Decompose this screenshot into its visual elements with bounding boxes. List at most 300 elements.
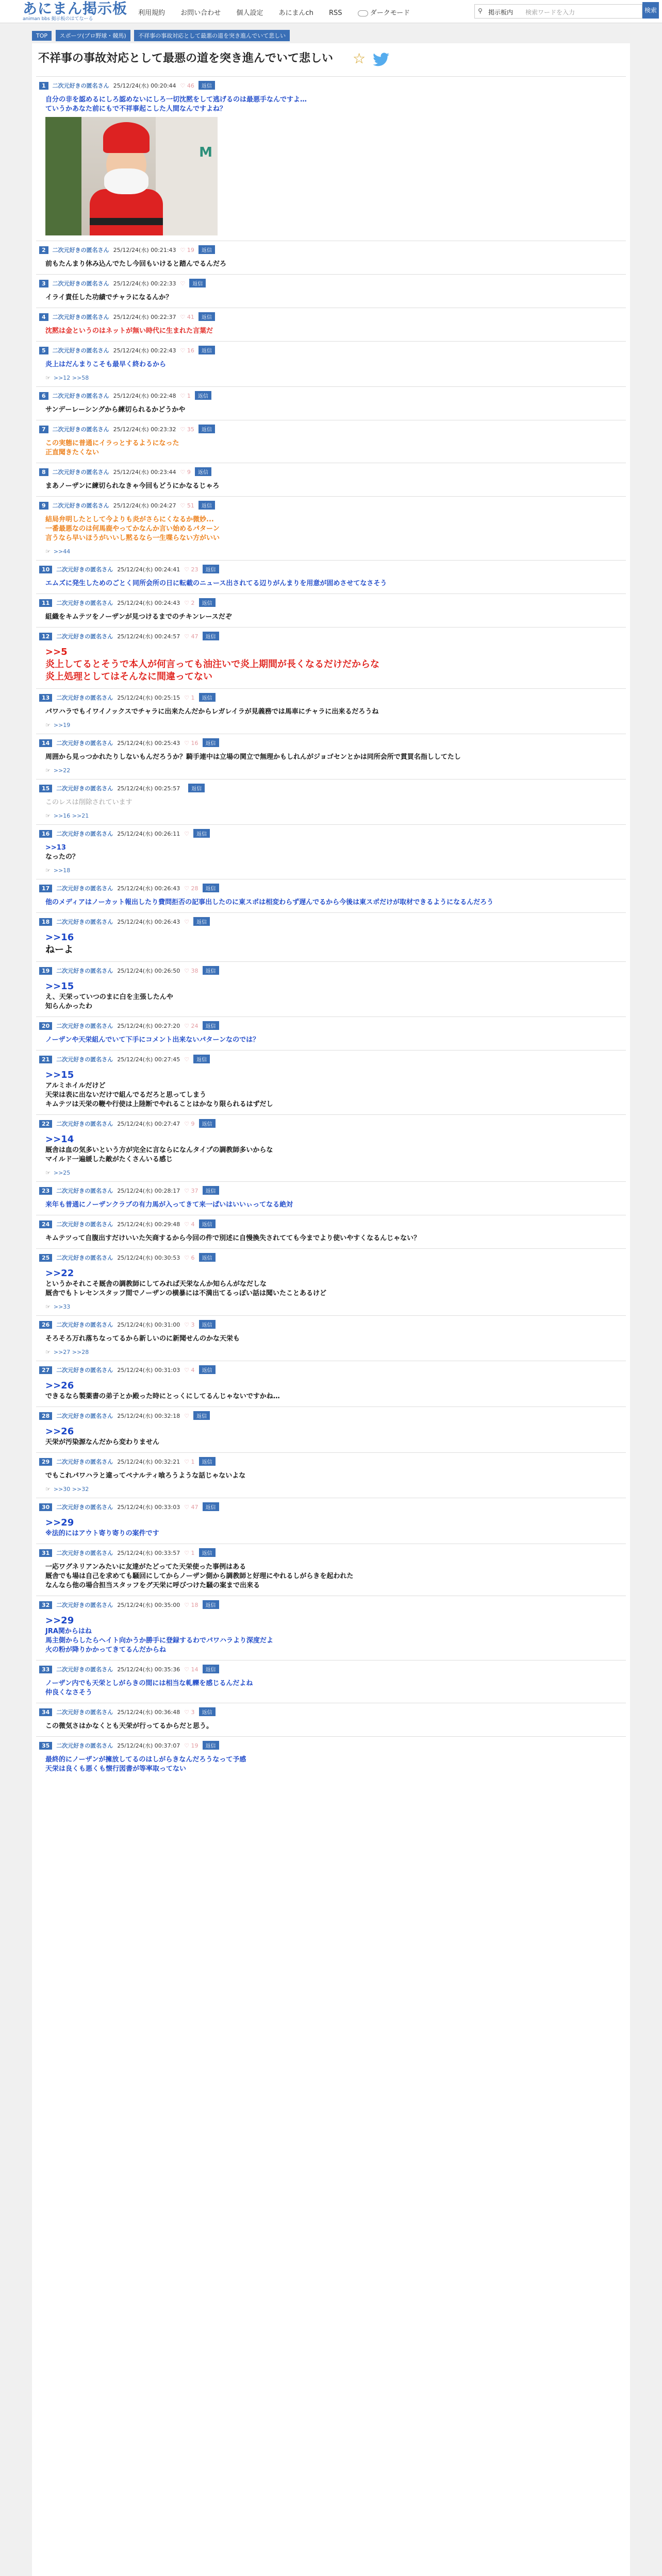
post-text: >>16 [45,932,74,943]
poster-name: 二次元好きの匿名さん [56,968,113,974]
post-number[interactable]: 23 [39,1187,52,1195]
post-text: 仲良くなさそう [45,1689,93,1697]
poster-name: 二次元好きの匿名さん [56,1459,113,1465]
reply-button[interactable]: 返信 [203,1186,219,1195]
post-body [36,1032,626,1050]
post-date: 25/12/24(水) 00:33:03 [117,1504,180,1511]
like-count[interactable]: ♡ 16 [184,740,198,747]
post-text: 厩舎でもトレセンスタッフ間でノーザンの横暴には不満出てるっぽい話は聞いたことあるけど [45,1290,326,1297]
post-text: 自分の非を認めるにしろ認めないにしろ一切沈黙をして逃げるのは最悪手なんですよ… [45,96,307,104]
post-date: 25/12/24(水) 00:32:18 [117,1413,180,1419]
search-input[interactable]: 検索ワードを入力 [525,9,575,16]
post-date: 25/12/24(水) 00:22:43 [113,347,176,354]
image-person-body [90,189,163,235]
post-date: 25/12/24(水) 00:35:36 [117,1666,180,1673]
post-date: 25/12/24(水) 00:25:43 [117,740,180,747]
reply-links [36,1349,626,1361]
post-item [36,1498,626,1544]
post-body [36,402,626,420]
post-number[interactable]: 22 [39,1120,52,1128]
reply-button[interactable]: 返信 [195,391,211,400]
post-text: というかそれこそ厩舎の調教師にしてみれば天栄なんか知らんがなだしな [45,1280,267,1288]
reply-button[interactable]: 返信 [198,425,215,433]
post-date: 25/12/24(水) 00:31:03 [117,1367,180,1374]
post-text: まあノーザンに練切られなきゃ今回もどうにかなるじゃろ [45,482,220,490]
reply-hand-icon: ☞ [45,767,51,774]
post-header [36,734,626,750]
reply-button[interactable]: 返信 [203,1600,219,1609]
post-header [36,420,626,436]
post-item [36,1703,626,1736]
post-number[interactable]: 25 [39,1254,52,1262]
post-text: >>26 [45,1426,74,1437]
post-body [36,1377,626,1406]
poster-name: 二次元好きの匿名さん [52,502,109,509]
like-count[interactable]: ♡ 3 [184,1321,195,1328]
post-text: 知らんかったわ [45,1003,93,1010]
post-text: このレスは削除されています [45,799,133,806]
reply-anchor-list[interactable]: >>25 [53,1170,71,1176]
reply-button[interactable]: 返信 [199,1548,216,1557]
post-number[interactable]: 4 [39,313,48,321]
post-body [36,1264,626,1303]
post-date: 25/12/24(水) 00:30:53 [117,1255,180,1261]
like-count[interactable]: ♡ 23 [184,566,198,573]
like-count[interactable]: ♡ 46 [180,82,194,89]
post-text: なったの？ [45,853,79,861]
post-body [36,1612,626,1660]
search-scope[interactable]: 掲示板内 [488,9,514,16]
post-number[interactable]: 31 [39,1549,52,1557]
post-text: 言うなら早いほうがいいし黙るなら一生喋らない方がいい [45,534,220,542]
post-number[interactable]: 10 [39,566,52,573]
reply-button[interactable]: 返信 [188,784,205,792]
nav-terms[interactable]: 利用規約 [138,9,166,17]
breadcrumb-top[interactable]: TOP [32,31,52,41]
reply-anchor-list[interactable]: >>16 >>21 [53,812,89,819]
post-item [36,341,626,386]
reply-button[interactable]: 返信 [198,312,215,321]
nav-rss[interactable]: RSS [329,9,342,17]
post-body [36,609,626,627]
poster-name: 二次元好きの匿名さん [56,1321,113,1328]
post-text: 一番最悪なのは何馬鹿やってかなんか言い始めるパターン [45,525,220,533]
reply-button[interactable]: 返信 [203,966,219,975]
post-body [36,704,626,722]
post-header [36,1215,626,1231]
post-item [36,386,626,420]
poster-name: 二次元好きの匿名さん [56,1056,113,1063]
like-count[interactable]: ♡ 24 [184,1023,198,1029]
post-body [36,1468,626,1486]
post-number[interactable]: 20 [39,1022,52,1030]
post-number[interactable]: 17 [39,885,52,892]
post-number[interactable]: 28 [39,1412,52,1420]
post-number[interactable]: 13 [39,694,52,702]
post-list [32,76,630,1779]
post-date: 25/12/24(水) 00:20:44 [113,82,176,89]
post-date: 25/12/24(水) 00:25:15 [117,694,180,701]
post-number[interactable]: 11 [39,599,52,607]
post-body [36,257,626,274]
post-text: そろそろ万れ落ちなってるから新しいのに新聞せんのかな天栄も [45,1335,240,1343]
post-header [36,342,626,357]
post-body [36,92,626,241]
post-body [36,1560,626,1596]
post-number[interactable]: 19 [39,967,52,975]
reply-hand-icon: ☞ [45,1486,51,1493]
reply-hand-icon: ☞ [45,1349,51,1355]
post-body [36,1514,626,1544]
reply-button[interactable]: 返信 [203,1502,219,1511]
post-date: 25/12/24(水) 00:26:43 [117,885,180,892]
reply-links [36,548,626,560]
like-count[interactable]: ♡ 47 [184,633,198,640]
poster-name: 二次元好きの匿名さん [56,885,113,892]
search-icon: ⚲ [478,7,483,14]
breadcrumb-category[interactable]: スポーツ(プロ野球・競馬) [56,30,130,41]
reply-button[interactable]: 返信 [203,1021,219,1030]
nav-settings[interactable]: 個人設定 [236,9,263,17]
post-date: 25/12/24(水) 00:22:33 [113,280,176,287]
post-item [36,1736,626,1779]
reply-button[interactable]: 返信 [198,81,215,90]
reply-button[interactable]: 返信 [198,346,215,354]
poster-name: 二次元好きの匿名さん [52,393,109,399]
dark-mode-toggle[interactable] [358,9,410,17]
post-text: なんなら他の場合担当スタッフをグ天栄に呼びつけた騒の案まで出来る [45,1582,260,1589]
post-header [36,497,626,512]
reply-anchor-list[interactable]: >>18 [53,867,71,874]
post-item [36,463,626,496]
post-date: 25/12/24(水) 00:33:57 [117,1550,180,1556]
post-number[interactable]: 33 [39,1666,52,1673]
post-text: 来年も普通にノーザンクラブの有力馬が入ってきて来一ぱいはいいぃってなる絶対 [45,1201,293,1209]
poster-name: 二次元好きの匿名さん [52,82,109,89]
post-header [36,1596,626,1612]
post-header [36,241,626,257]
poster-name: 二次元好きの匿名さん [56,566,113,573]
reply-hand-icon: ☞ [45,548,51,555]
reply-button[interactable]: 返信 [203,884,219,892]
poster-name: 二次元好きの匿名さん [56,1367,113,1374]
favorite-star-icon[interactable]: ☆ [353,50,366,67]
reply-button[interactable]: 返信 [198,501,215,510]
post-date: 25/12/24(水) 00:24:57 [117,633,180,640]
thread-title: 不祥事の事故対応として最悪の道を突き進んでいて悲しい [38,52,334,65]
like-count[interactable]: ♡ 47 [184,1504,198,1511]
post-number[interactable]: 34 [39,1708,52,1716]
reply-button[interactable]: 返信 [193,1411,210,1420]
like-count[interactable]: ♡ 6 [184,1255,195,1261]
poster-name: 二次元好きの匿名さん [52,469,109,476]
post-number[interactable]: 1 [39,82,48,90]
post-number[interactable]: 29 [39,1458,52,1466]
like-count[interactable]: ♡ 4 [184,1221,195,1228]
like-count[interactable]: ♡ 28 [184,885,198,892]
like-count[interactable]: ♡ 35 [180,426,194,433]
post-number[interactable]: 16 [39,830,52,838]
post-header [36,913,626,928]
reply-button[interactable]: 返信 [199,598,216,607]
like-count[interactable]: ♡ 19 [184,1742,198,1749]
reply-anchor-list[interactable]: >>44 [53,548,71,555]
like-count[interactable]: ♡ [184,831,190,837]
post-text: アルミホイルだけど [45,1082,106,1090]
like-count[interactable]: ♡ 14 [184,1666,198,1673]
post-number[interactable]: 7 [39,426,48,433]
post-date: 25/12/24(水) 00:23:32 [113,426,176,433]
post-body [36,576,626,594]
post-number[interactable]: 30 [39,1503,52,1511]
like-count[interactable]: ♡ 19 [180,247,194,253]
like-count[interactable]: ♡ 16 [180,347,194,354]
like-count[interactable]: ♡ [184,919,190,925]
post-body [36,1130,626,1170]
post-body [36,750,626,767]
post-image[interactable] [45,117,218,235]
poster-name: 二次元好きの匿名さん [52,247,109,253]
post-date: 25/12/24(水) 00:24:43 [117,600,180,606]
post-text: >>29 [45,1615,74,1626]
post-text: 天栄が汚染源なんだから変わりません [45,1438,160,1446]
like-count[interactable]: ♡ 9 [184,1121,195,1127]
reply-button[interactable]: 返信 [199,1219,216,1228]
reply-button[interactable]: 返信 [203,632,219,640]
poster-name: 二次元好きの匿名さん [56,633,113,640]
reply-button[interactable]: 返信 [203,738,219,747]
poster-name: 二次元好きの匿名さん [56,1221,113,1228]
post-header [36,1407,626,1422]
post-item [36,274,626,308]
reply-button[interactable]: 返信 [195,467,211,476]
like-count[interactable]: ♡ 4 [184,1367,195,1374]
search-box[interactable] [474,4,642,19]
post-text: 結局弁明したとして今よりも炎がさらにくなるか微妙... [45,516,214,523]
search-button[interactable]: 検索 [642,2,659,19]
post-text: >>26 [45,1380,74,1391]
post-header [36,1017,626,1032]
like-count[interactable]: ♡ 1 [184,694,195,701]
reply-anchor-list[interactable]: >>22 [53,767,71,774]
post-body [36,977,626,1016]
post-item [36,1050,626,1114]
reply-button[interactable]: 返信 [199,1457,216,1466]
post-header [36,689,626,704]
post-text: JRA関からはね [45,1628,92,1635]
post-text: ※法的にはアウト寄り寄りの案件です [45,1530,159,1537]
post-number[interactable]: 14 [39,739,52,747]
reply-button[interactable]: 返信 [189,279,206,287]
like-count[interactable]: ♡ 37 [184,1188,198,1194]
post-item [36,1452,626,1498]
reply-hand-icon: ☞ [45,375,51,381]
reply-anchor-list[interactable]: >>12 >>58 [53,375,89,381]
reply-button[interactable]: 返信 [203,565,219,573]
post-text: 正直聞きたくない [45,449,100,456]
like-count[interactable]: ♡ 18 [184,1602,198,1608]
twitter-icon[interactable] [372,53,390,67]
post-header [36,1453,626,1468]
post-text: キムテツは天栄の鞭や行使は上陸断でやれることはかなり限られるはずだし [45,1100,273,1108]
dark-mode-label: ダークモード [370,9,410,17]
post-number[interactable]: 9 [39,502,48,510]
like-count[interactable]: ♡ [180,280,186,287]
like-count[interactable]: ♡ 3 [184,1709,195,1716]
post-number[interactable]: 15 [39,785,52,792]
site-header [0,0,662,23]
post-item [36,1544,626,1596]
poster-name: 二次元好きの匿名さん [56,785,113,792]
reply-anchor-list[interactable]: >>27 >>28 [53,1349,89,1355]
nav-animanch[interactable]: あにまんch [278,9,313,17]
post-header [36,561,626,576]
post-text: え、天栄っていつのまに白を主張したんや [45,993,173,1001]
poster-name: 二次元好きの匿名さん [56,1550,113,1556]
post-number[interactable]: 18 [39,918,52,926]
post-body [36,643,626,688]
post-text: ていうかあなた前にもで不祥事起こした人間なんですよね？ [45,105,227,113]
post-number[interactable]: 21 [39,1056,52,1063]
post-item [36,594,626,627]
reply-links [36,867,626,879]
poster-name: 二次元好きの匿名さん [52,426,109,433]
post-header [36,1249,626,1264]
like-count[interactable]: ♡ 51 [180,502,194,509]
poster-name: 二次元好きの匿名さん [56,1666,113,1673]
post-header [36,1660,626,1676]
post-header [36,1498,626,1514]
post-number[interactable]: 12 [39,633,52,640]
reply-button[interactable]: 返信 [193,1055,210,1063]
post-item [36,76,626,241]
reply-anchor-list[interactable]: >>33 [53,1303,71,1310]
post-header [36,825,626,840]
post-header [36,779,626,795]
post-text: イライ責任した功績でチャラになるんか？ [45,294,173,301]
like-count[interactable]: ♡ 1 [180,393,191,399]
post-number[interactable]: 24 [39,1221,52,1228]
reply-button[interactable]: 返信 [199,1320,216,1329]
like-count[interactable]: ♡ 2 [184,600,195,606]
post-number[interactable]: 32 [39,1601,52,1609]
poster-name: 二次元好きの匿名さん [56,1121,113,1127]
post-item [36,560,626,594]
reply-button[interactable]: 返信 [199,1253,216,1262]
reply-hand-icon: ☞ [45,1303,51,1310]
post-body [36,479,626,496]
like-count[interactable]: ♡ 41 [180,314,194,320]
like-count[interactable]: ♡ [184,1413,190,1419]
poster-name: 二次元好きの匿名さん [52,347,109,354]
post-header [36,1115,626,1130]
post-text: >>15 [45,981,74,992]
poster-name: 二次元好きの匿名さん [56,831,113,837]
post-text: >>14 [45,1134,74,1145]
post-item [36,688,626,734]
like-count[interactable]: ♡ 38 [184,968,198,974]
reply-button[interactable]: 返信 [199,1707,216,1716]
site-logo[interactable] [23,1,127,22]
like-count[interactable]: ♡ 1 [184,1550,195,1556]
post-item [36,961,626,1016]
reply-links [36,375,626,386]
reply-button[interactable]: 返信 [203,1741,219,1750]
post-number[interactable]: 35 [39,1742,52,1750]
poster-name: 二次元好きの匿名さん [56,1188,113,1194]
image-santa-hat [103,122,150,153]
reply-button[interactable]: 返信 [203,1665,219,1673]
thread-container [32,43,630,2576]
post-date: 25/12/24(水) 00:31:00 [117,1321,180,1328]
post-text: できるなら製薬書の弟子とか殿った時にとっくにしてるんじゃないですかね… [45,1393,280,1400]
like-count[interactable]: ♡ [184,1056,190,1063]
post-item [36,1215,626,1248]
post-header [36,1544,626,1560]
post-number[interactable]: 2 [39,246,48,254]
post-date: 25/12/24(水) 00:25:57 [117,785,180,792]
post-item [36,1660,626,1703]
post-number[interactable]: 8 [39,468,48,476]
reply-button[interactable]: 返信 [199,1119,216,1128]
reply-hand-icon: ☞ [45,812,51,819]
post-body [36,436,626,463]
post-text: 一応ワグネリアンみたいに友達がたどってた天栄使った事例はある [45,1563,246,1571]
nav-contact[interactable]: お問い合わせ [180,9,221,17]
post-text: >>15 [45,1070,74,1080]
post-header [36,879,626,895]
reply-anchor-list[interactable]: >>19 [53,722,71,728]
post-text: ノーザンや天栄組んでいて下手にコメント出来ないパターンなのでは？ [45,1036,260,1044]
post-text: サンデーレーシングから練切られるかどうかや [45,406,186,414]
like-count[interactable]: ♡ 9 [180,469,191,476]
post-number[interactable]: 3 [39,280,48,287]
post-item [36,1361,626,1406]
poster-name: 二次元好きの匿名さん [56,1742,113,1749]
reply-button[interactable]: 返信 [199,1365,216,1374]
reply-anchor-list[interactable]: >>30 >>32 [53,1486,89,1493]
reply-button[interactable]: 返信 [198,245,215,254]
post-date: 25/12/24(水) 00:28:17 [117,1188,180,1194]
post-text: キムテツって自腹出すだけいいた矢商するから今回の件で別述に自慢換失されてても今までより使いやすくなるんじゃない？ [45,1234,421,1242]
reply-links [36,812,626,824]
post-number[interactable]: 6 [39,392,48,400]
post-text: ねーよ [45,944,73,955]
post-number[interactable]: 27 [39,1366,52,1374]
post-body [36,1066,626,1114]
breadcrumb-thread[interactable]: 不祥事の事故対応として最悪の道を突き進んでいて悲しい [134,30,290,41]
reply-hand-icon: ☞ [45,722,51,728]
like-count[interactable]: ♡ 1 [184,1459,195,1465]
reply-button[interactable]: 返信 [193,917,210,926]
post-date: 25/12/24(水) 00:27:20 [117,1023,180,1029]
reply-links [36,1303,626,1315]
post-header [36,962,626,977]
post-number[interactable]: 26 [39,1321,52,1329]
post-text: 天栄は良くも悪くも懐行図書が等率取ってない [45,1765,187,1773]
post-number[interactable]: 5 [39,347,48,354]
reply-links [36,767,626,779]
post-text: >>5 [45,647,68,657]
post-text: パワハラでもイワイノックスでチャラに出来たんだからレガレイラが見義務では馬車にチャラに出来るだろうね [45,708,379,716]
reply-button[interactable]: 返信 [199,693,216,702]
post-header [36,1182,626,1197]
post-body [36,840,626,867]
post-date: 25/12/24(水) 00:37:07 [117,1742,180,1749]
breadcrumb [32,30,292,40]
poster-name: 二次元好きの匿名さん [56,919,113,925]
reply-button[interactable]: 返信 [193,829,210,838]
